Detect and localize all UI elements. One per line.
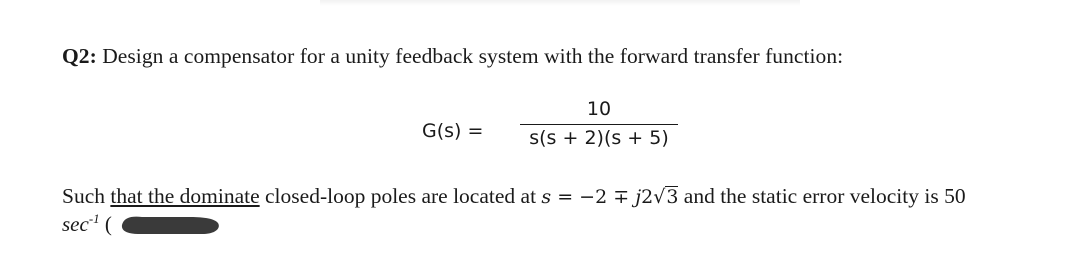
unit-exponent: -1 (88, 211, 100, 226)
equation-denominator: s(s + 2)(s + 5) (529, 127, 669, 149)
problem-statement (62, 184, 966, 209)
math-j: j (635, 186, 642, 208)
redaction-mark (118, 214, 222, 236)
statement-part3: and the static error velocity is 50 (678, 184, 966, 208)
equation-lhs: G(s) = (422, 120, 484, 142)
unit-line (62, 211, 112, 237)
statement-part1: Such (62, 184, 111, 208)
math-variable-s: s (541, 186, 552, 208)
question-heading (62, 44, 843, 69)
unit-base: sec (62, 212, 89, 236)
unit-paren: ( (99, 212, 112, 236)
math-equals: = −2 ∓ (551, 186, 636, 208)
fraction-bar (520, 124, 678, 125)
statement-part2: closed-loop poles are located at (259, 184, 542, 208)
question-text: Design a compensator for a unity feedback system with the forward transfer function: (96, 44, 844, 68)
math-coefficient: 2√ (641, 186, 666, 208)
equation-numerator: 10 (586, 98, 612, 120)
math-sqrt-arg: 3 (666, 186, 679, 208)
pole-location-math (541, 186, 678, 208)
top-edge-fade (320, 0, 800, 6)
equation-fraction (520, 96, 678, 149)
statement-underlined: that the dominate (110, 184, 260, 208)
question-number: Q2: (62, 44, 97, 68)
